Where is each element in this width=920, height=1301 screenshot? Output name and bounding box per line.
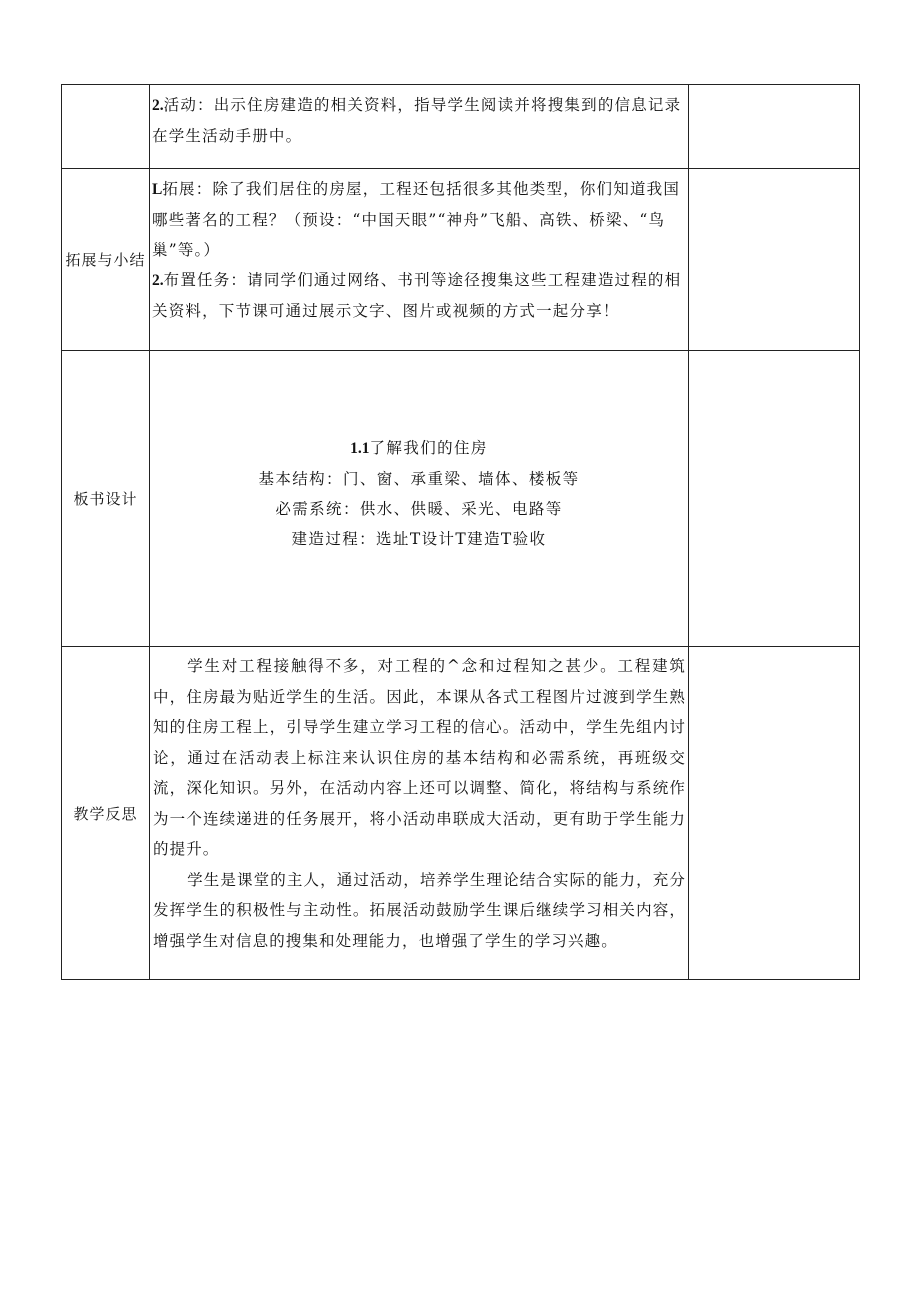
activity-item [152,90,686,151]
extension-content-cell [150,169,689,351]
lesson-plan-table [61,84,860,980]
board-title [150,433,688,464]
extension-label-cell [62,169,150,351]
extension-row [62,169,860,351]
reflection-row [62,647,860,980]
board-content-cell [150,351,689,647]
reflection-paragraph-2: 学生是课堂的主人，通过活动，培养学生理论结合实际的能力，充分发挥学生的积极性与主动性。拓展活动鼓励学生课后继续学习相关内容，增强学生对信息的搜集和处理能力，也增强了学生的学习兴趣。 [153,870,686,950]
activity-label-cell [62,85,150,169]
reflection-paragraph-1: 学生对工程接触得不多，对工程的^念和过程知之甚少。工程建筑中，住房最为贴近学生的生活。因此，本课从各式工程图片过渡到学生熟知的住房工程上，引导学生建立学习工程的信心。活动中，学生先组内讨论，通过在活动表上标注来认识住房的基本结构和必需系统，再班级交流，深化知识。另外，在活动内容上还可以调整、简化，将结构与系统作为一个连续递进的任务展开，将小活动串联成大活动，更有助于学生能力的提升。 [153,657,686,858]
extension-item-1-number: L [152,181,163,198]
board-label: 板书设计 [73,490,138,508]
extension-label: 拓展与小结 [65,251,146,269]
activity-row [62,85,860,169]
extension-note-cell [689,169,860,351]
board-title-number: 1.1 [350,440,370,457]
board-line-systems: 必需系统：供水、供暖、采光、电路等 [275,500,563,518]
activity-content-cell [150,85,689,169]
reflection-label: 教学反思 [73,804,138,823]
reflection-note-cell [689,647,860,980]
extension-item-1 [152,174,686,265]
board-line-process: 建造过程：选址T设计T建造T验收 [291,530,547,548]
activity-note-cell [689,85,860,169]
extension-item-2 [152,265,686,326]
reflection-content-cell [150,647,689,980]
extension-item-1-text: 拓展：除了我们居住的房屋，工程还包括很多其他类型，你们知道我国哪些著名的工程？（预设：“中国天眼”“神舟”飞船、高铁、桥梁、“鸟巢”等。） [152,180,681,259]
activity-item-number: 2. [152,97,164,114]
activity-item-text: 活动：出示住房建造的相关资料，指导学生阅读并将搜集到的信息记录在学生活动手册中。 [152,96,682,145]
board-title-text: 了解我们的住房 [369,439,488,457]
extension-item-2-text: 布置任务：请同学们通过网络、书刊等途径搜集这些工程建造过程的相关资料，下节课可通过展示文字、图片或视频的方式一起分享！ [152,271,682,320]
board-line-structure: 基本结构：门、窗、承重梁、墙体、楼板等 [258,470,580,488]
board-label-cell [62,351,150,647]
board-row [62,351,860,647]
reflection-label-cell [62,647,150,980]
board-note-cell [689,351,860,647]
extension-item-2-number: 2. [152,272,164,289]
